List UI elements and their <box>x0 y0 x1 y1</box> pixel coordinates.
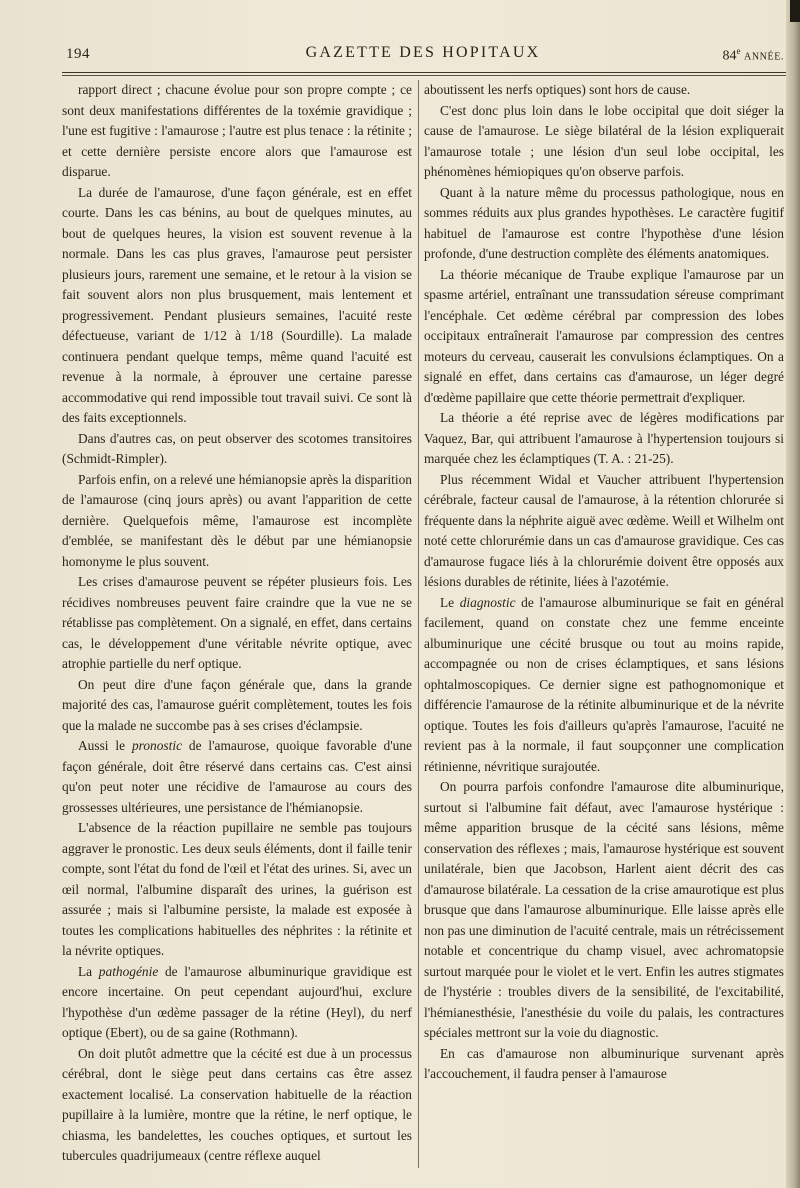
paragraph-rest: de l'amaurose albuminurique se fait en général facilement, quand on constate chez une femme enceinte albuminurique une cécité brusque ou tout au moins rapide, accompagnée ou non de crises éclamptiques, et sans lésions ophtalmoscopiques. Ce dernier signe est pathognomonique et différencie l'amaurose de la rétinite albuminurique et de la névrite optique. Toutes les fois d'ailleurs qu'après l'amaurose, l'acuité ne revient pas à la normale, il faut soupçonner une complication rétinienne, névritique surajoutée. <box>424 594 784 774</box>
journal-title: GAZETTE DES HOPITAUX <box>305 44 541 61</box>
paragraph: aboutissent les nerfs optiques) sont hors de cause. <box>424 82 691 97</box>
running-header <box>58 38 788 68</box>
paragraph-rest: de l'amaurose, quoique favorable d'une façon générale, doit être réservé dans certains cas. C'est ainsi qu'on peut noter une récidive de l'amaurose au cours des grossesses ultérieures, une persistance de l'hémianopsie. <box>62 738 412 815</box>
italic-term: pronostic <box>131 738 183 753</box>
paragraph: On doit plutôt admettre que la cécité est due à un processus cérébral, dont le siège peut dans certains cas être assez exactement localisé. La conservation habituelle de la réaction pupillaire à la lumière, montre que la rétine, le nerf optique, le chiasma, les bandelettes, les couches optiques, et surtout les tubercules quadrijumeaux (centre réflexe auquel <box>62 1045 412 1163</box>
header-rule <box>62 72 786 73</box>
year-superscript: e <box>736 46 741 56</box>
header-rule-thin <box>62 75 786 76</box>
italic-term: pathogénie <box>98 963 159 979</box>
paragraph: rapport direct ; chacune évolue pour son propre compte ; ce sont deux manifestations différentes de la toxémie gravidique ; l'une est fugitive : l'amaurose ; l'autre est plus tenace : la rétinite ; et cette dernière persiste encore alors que l'amaurose est disparue. <box>62 82 412 179</box>
right-column <box>424 80 784 1170</box>
paragraph-lead: Le <box>440 594 460 610</box>
paragraph-lead: La <box>78 963 99 979</box>
paragraph: Plus récemment Widal et Vaucher attribuent l'hypertension cérébrale, facteur causal de l'amaurose, à la rétention chlorurée si fréquente dans la néphrite aiguë avec œdème. Weill et Wilhelm ont noté cette chlorurémie dans un cas d'amaurose gravidique. Ces cas d'amaurose fugace liés à la chlorurémie doivent être opposés aux lésions durables de rétinite, liées à l'azotémie. <box>424 471 784 589</box>
year-number: 84 <box>722 48 737 64</box>
year-label <box>723 46 784 65</box>
column-divider <box>418 80 419 1168</box>
paragraph: C'est donc plus loin dans le lobe occipital que doit siéger la cause de l'amaurose. Le siège bilatéral de la lésion expliquerait l'amaurose totale ; une lésion d'un seul lobe occipital, les phénomènes hémiopiques qu'on observe parfois. <box>424 102 784 179</box>
page-spine-shadow <box>786 0 800 1188</box>
year-word: ANNÉE. <box>744 51 784 63</box>
paragraph: Dans d'autres cas, on peut observer des scotomes transitoires (Schmidt-Rimpler). <box>62 430 412 466</box>
paragraph <box>62 736 412 818</box>
paragraph: La théorie mécanique de Traube explique l'amaurose par un spasme artériel, entraînant une transsudation séreuse comprimant l'encéphale. Cet œdème cérébral par compression des lobes occipitaux entraînerait l'amaurose par compression des centres moteurs du cerveau, causerait les convulsions éclamptiques. On a signalé en effet, dans certains cas d'amaurose, un léger degré d'œdème papillaire que cette théorie permettrait d'expliquer. <box>424 266 784 405</box>
paragraph <box>424 593 784 778</box>
paragraph: L'absence de la réaction pupillaire ne semble pas toujours aggraver le pronostic. Les deux seuls éléments, dont il faille tenir compte, sont l'état du fond de l'œil et l'état des urines. Si, avec un œil normal, l'albumine disparaît des urines, la guérison est assurée ; mais si l'albumine persiste, la malade est exposée à toutes les complications habituelles des néphrites : la rétinite et la névrite optiques. <box>62 820 412 958</box>
paragraph: On peut dire d'une façon générale que, dans la grande majorité des cas, l'amaurose guérit complètement, toutes les fois que la malade ne succombe pas à ses crises d'éclampsie. <box>62 676 412 733</box>
paragraph: En cas d'amaurose non albuminurique survenant après l'accouchement, il faudra penser à l'amaurose <box>424 1045 784 1081</box>
paragraph-lead: Aussi le <box>78 738 132 753</box>
paragraph: Les crises d'amaurose peuvent se répéter plusieurs fois. Les récidives nombreuses peuvent faire craindre que la vue ne se rétablisse pas complètement. On a signalé, en effet, dans certains cas, le développement d'une véritable névrite optique, avec atrophie partielle du nerf optique. <box>62 574 412 671</box>
page-number: 194 <box>66 46 90 62</box>
paragraph: La théorie a été reprise avec de légères modifications par Vaquez, Bar, qui attribuent l'amaurose à l'hypertension toujours si marquée chez les éclamptiques (T. A. : 21-25). <box>424 410 784 466</box>
paragraph <box>62 962 412 1044</box>
paragraph: Parfois enfin, on a relevé une hémianopsie après la disparition de l'amaurose (cinq jours après) ou avant l'apparition de cette dernière. Quelquefois même, l'amaurose est incomplète d'emblée, se manifestant dès le début par une hémianopsie homonyme le plus souvent. <box>62 471 412 569</box>
italic-term: diagnostic <box>459 594 516 610</box>
left-column <box>62 80 412 1170</box>
paragraph: Quant à la nature même du processus pathologique, nous en sommes réduits aux plus grandes hypothèses. Le caractère fugitif habituel de l'amaurose est contre l'hypothèse d'une lésion profonde, d'une destruction complète des éléments anatomiques. <box>424 184 784 261</box>
paragraph: On pourra parfois confondre l'amaurose dite albuminurique, surtout si l'albumine fait défaut, avec l'amaurose hystérique : même apparition brusque de la cécité sans lésions, même conservation des réflexes ; mais, l'amaurose hystérique est souvent unilatérale, bien que Jacobson, Harlent aient décrit des cas d'amaurose bilatérale. La cessation de la crise amaurotique est plus brusque que dans l'amaurose albuminurique. Elle laisse après elle non pas une diminution de l'acuité centrale, mais un rétrécissement notable et concentrique du champ visuel, avec achromatopsie surtout marquée pour le violet et le vert. Enfin les autres stigmates de l'hystérie : troubles divers de la sensibilité, de l'excitabilité, l'hémianesthésie, l'anesthésie du voile du palais, les contractures spéciales mettront sur la voie du diagnostic. <box>424 779 784 1040</box>
paragraph-rest: de l'amaurose albuminurique gravidique est encore incertaine. On peut cependant aujourd'hui, exclure l'hypothèse d'un œdème passager de la rétine (Heyl), du nerf optique (Ebert), ou de sa gaine (Rothmann). <box>62 963 412 1040</box>
paragraph: La durée de l'amaurose, d'une façon générale, est en effet courte. Dans les cas bénins, au bout de quelques minutes, au bout de quelques heures, la vision est souvent revenue à la normale. Dans les cas plus graves, l'amaurose peut persister plusieurs jours, rarement une semaine, et le retour à la vision se fait souvent alors non plus brusquement, mais lentement et progressivement. Pendant plusieurs semaines, l'acuité reste défectueuse, variant de 1/12 à 1/18 (Sourdille). La malade continuera pendant quelque temps, même quand l'acuité est revenue à la normale, à éprouver une certaine paresse accommodative qui rend impossible tout travail suivi. Ce sont là des faits exceptionnels. <box>62 184 412 425</box>
corner-mark <box>790 0 800 22</box>
